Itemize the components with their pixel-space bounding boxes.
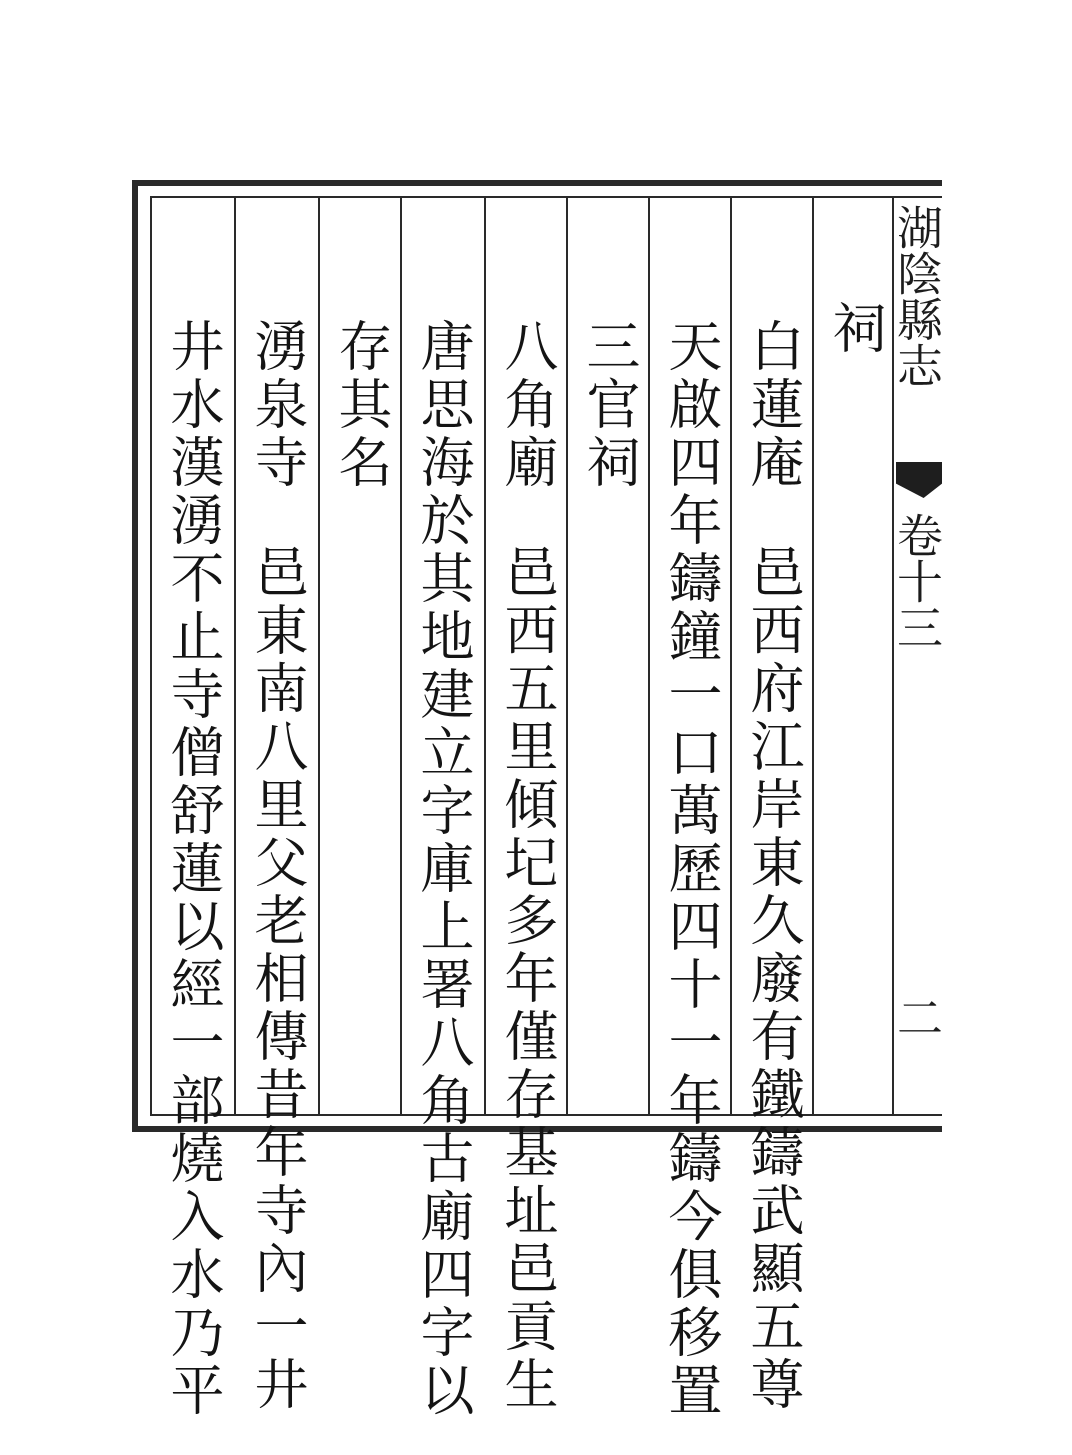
entry-title: 八角廟 (496, 318, 559, 492)
column-rule (484, 198, 486, 1114)
margin-page-number: 二 (890, 994, 944, 1040)
text-column-4 (570, 318, 648, 1123)
text-column-9 (154, 318, 232, 1420)
text-column-1 (816, 300, 894, 1105)
text-column-5 (488, 318, 566, 1414)
section-heading: 祠 (824, 300, 887, 358)
column-rule (400, 198, 402, 1114)
entry-text: 存其名 (330, 318, 393, 492)
column-rule (648, 198, 650, 1114)
entry-text: 邑東南八里父老相傳昔年寺內一井 (246, 544, 309, 1414)
column-rule (730, 198, 732, 1114)
entry-text: 天啟四年鑄鐘一口萬歷四十一年鑄今俱移置 (660, 318, 723, 1420)
text-column-2 (734, 318, 812, 1414)
column-rule (566, 198, 568, 1114)
entry-title: 湧泉寺 (246, 318, 309, 492)
text-column-7 (322, 318, 400, 1123)
column-rule (812, 198, 814, 1114)
column-rule (318, 198, 320, 1114)
margin-title: 湖陰縣志 (890, 204, 944, 388)
entry-title: 三官祠 (578, 318, 641, 492)
entry-text: 邑西五里傾圮多年僅存基址邑貢生 (496, 544, 559, 1414)
text-column-6 (404, 318, 482, 1420)
text-column-8 (238, 318, 316, 1414)
margin-fascicle: 卷十三 (890, 512, 944, 650)
entry-title: 白蓮庵 (742, 318, 805, 492)
text-column-3 (652, 318, 730, 1420)
column-rule (234, 198, 236, 1114)
entry-text: 邑西府江岸東久廢有鐵鑄武顯五尊 (742, 544, 805, 1414)
entry-text: 唐思海於其地建立字庫上署八角古廟四字以 (412, 318, 475, 1420)
entry-text: 井水漢湧不止寺僧舒蓮以經一部燒入水乃平 (162, 318, 225, 1420)
